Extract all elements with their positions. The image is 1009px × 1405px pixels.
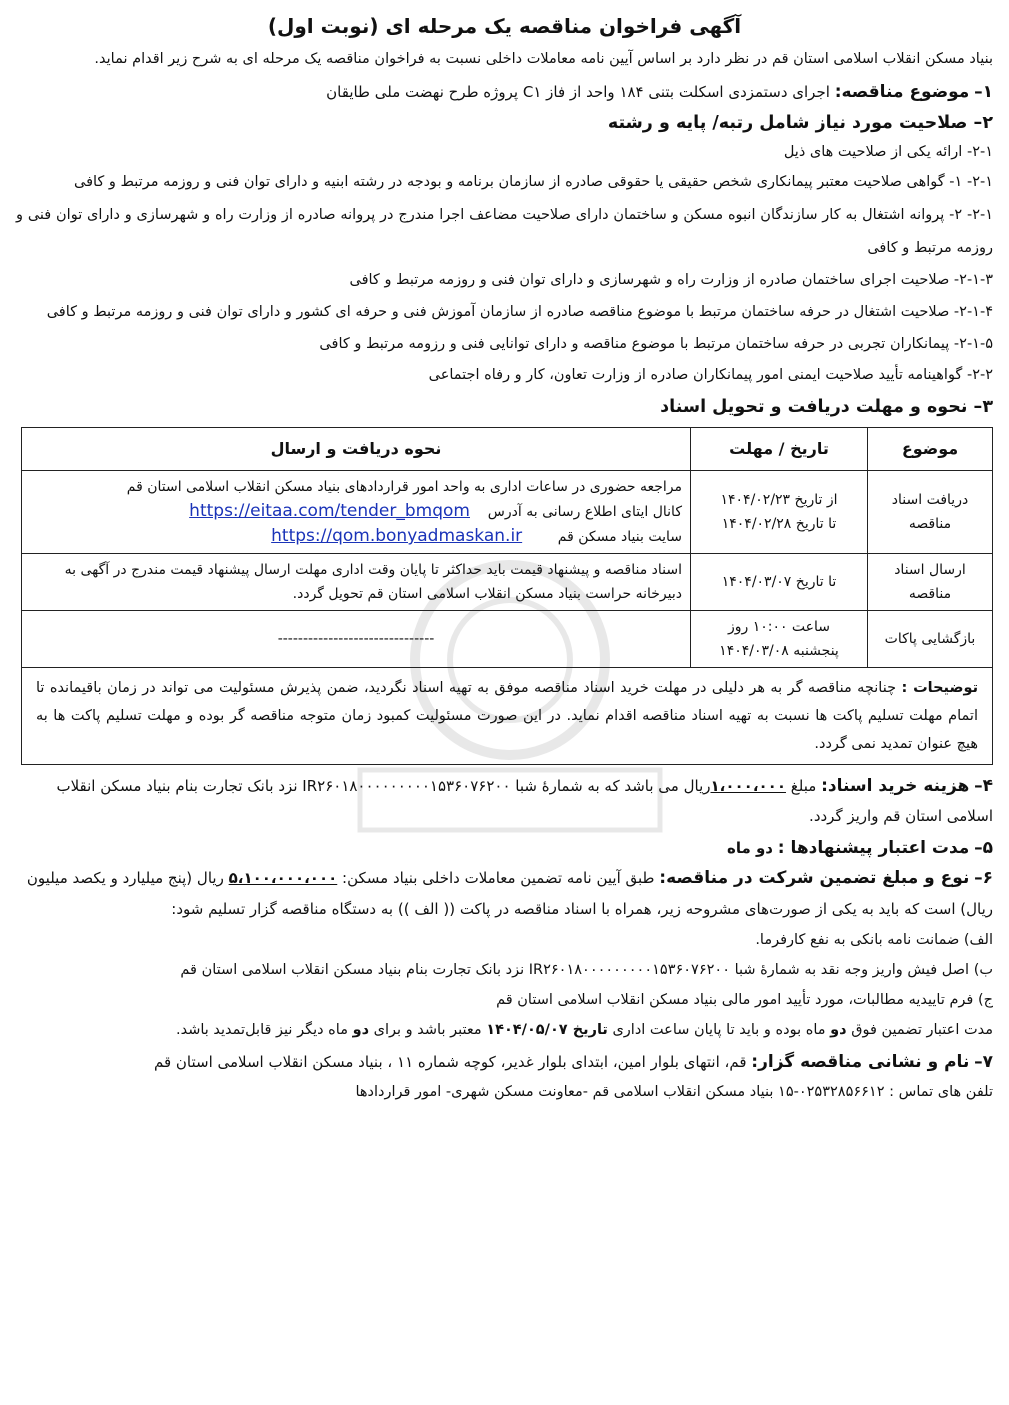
tender-notice	[16, 8, 993, 1107]
section-6-option-a: الف) ضمانت نامه بانکی به نفع کارفرما.	[755, 932, 993, 948]
eitaa-link[interactable]: https://eitaa.com/tender_bmqom	[189, 501, 470, 521]
header-date: تاریخ / مهلت	[691, 428, 868, 471]
option-b-pre: ب) اصل فیش واریز وجه نقد به شمارهٔ شبا	[734, 962, 993, 978]
section-4-pre: مبلغ	[790, 777, 817, 795]
row3-subject: بازگشایی پاکات	[868, 611, 993, 668]
validity-months-2: دو	[352, 1022, 370, 1038]
section-6-option-c: ج) فرم تاییدیه مطالبات، مورد تأیید امور مالی بنیاد مسکن انقلاب اسلامی استان قم	[496, 992, 993, 1008]
item-2-1: ۲-۱- ارائه یکی از صلاحیت های ذیل	[783, 144, 993, 160]
row3-date-day: پنجشنبه ۱۴۰۴/۰۳/۰۸	[719, 643, 839, 659]
table-row	[22, 471, 993, 554]
bonyad-site-link[interactable]: https://qom.bonyadmaskan.ir	[271, 526, 523, 546]
item-2-1-4: ۲-۱-۴- صلاحیت اشتغال در حرفه ساختمان مرتبط با موضوع مناقصه صادره از سازمان آموزش فنی و حرفه ای کشور و دارای توان فنی و روزمه مرتبط و کافی	[46, 304, 993, 320]
page-title: آگهی فراخوان مناقصه یک مرحله ای (نوبت اول)	[267, 14, 742, 38]
option-b-post: نزد بانک تجارت بنام بنیاد مسکن انقلاب اسلامی استان قم	[180, 962, 525, 978]
table-row	[22, 611, 993, 668]
validity-pre: مدت اعتبار تضمین فوق	[851, 1022, 993, 1038]
section-5-heading: مدت اعتبار پیشنهادها :	[777, 838, 970, 858]
validity-post: ماه دیگر نیز قابل‌تمدید باشد.	[175, 1022, 348, 1038]
phone-number: ۱۵-۰۲۵۳۲۸۵۶۶۱۲	[778, 1084, 885, 1100]
row3-date-time: ساعت ۱۰:۰۰ روز	[727, 619, 831, 635]
header-method: نحوه دریافت و ارسال	[22, 428, 691, 471]
section-4-post: نزد بانک تجارت بنام بنیاد مسکن انقلاب اسلامی استان قم واریز گردد.	[56, 777, 993, 825]
schedule-table	[21, 427, 993, 765]
section-7-address: قم، انتهای بلوار امین، ابتدای بلوار غدیر، کوچه شماره ۱۱ ، بنیاد مسکن انقلاب اسلامی استان قم	[153, 1053, 747, 1071]
section-4-amount: ۱،۰۰۰،۰۰۰	[710, 777, 786, 795]
section-2-heading: ۲– صلاحیت مورد نیاز شامل رتبه/ پایه و رشته	[607, 113, 993, 133]
row3-method: -------------------------------	[22, 611, 691, 668]
section-6-option-b	[16, 955, 993, 985]
row1-line1: مراجعه حضوری در ساعات اداری به واحد امور قراردادهای بنیاد مسکن انقلاب اسلامی استان قم	[126, 479, 682, 495]
validity-months-1: دو	[830, 1022, 847, 1038]
section-6-amount: ۵،۱۰۰،۰۰۰،۰۰۰	[228, 869, 338, 887]
validity-mid-1: ماه بوده و باید تا پایان ساعت اداری	[612, 1022, 826, 1038]
row1-date	[691, 471, 868, 554]
section-4-number: ۴–	[974, 776, 993, 796]
section-1	[16, 77, 993, 107]
row1-date-from: از تاریخ ۱۴۰۴/۰۲/۲۳	[720, 492, 838, 508]
section-4-iban: IR۲۶۰۱۸۰۰۰۰۰۰۰۰۰۱۵۳۶۰۷۶۲۰۰	[302, 777, 511, 795]
table-row	[22, 554, 993, 611]
row1-subject: دریافت اسناد مناقصه	[868, 471, 993, 554]
phone-post: بنیاد مسکن انقلاب اسلامی قم -معاونت مسکن شهری- امور قراردادها	[355, 1084, 774, 1100]
item-2-2: ۲-۲- گواهینامه تأیید صلاحیت ایمنی امور پیمانکاران صادره از وزارت تعاون، کار و رفاه اجتماعی	[428, 367, 993, 383]
section-1-heading: موضوع مناقصه:	[834, 82, 970, 102]
section-5	[16, 833, 993, 863]
contact-phones	[16, 1077, 993, 1107]
intro-paragraph: بنیاد مسکن انقلاب اسلامی استان قم در نظر دارد بر اساس آیین نامه معاملات داخلی نسبت به فراخوان مناقصه یک مرحله ای به شرح زیر اقدام نماید.	[94, 51, 993, 67]
section-7-heading: نام و نشانی مناقصه گزار:	[751, 1052, 970, 1072]
item-2-1-2: ۲-۱- ۲- پروانه اشتغال به کار سازندگان انبوه مسکن و ساختمان دارای صلاحیت مضاعف اجرا مندرج در پروانه صادره از وزارت راه و شهرسازی و دارای توان فنی و روزمه مرتبط و کافی	[16, 207, 993, 256]
section-7	[16, 1047, 993, 1077]
row3-date	[691, 611, 868, 668]
section-3-heading: ۳– نحوه و مهلت دریافت و تحویل اسناد	[660, 397, 993, 417]
item-2-1-1: ۲-۱- ۱- گواهی صلاحیت معتبر پیمانکاری شخص حقیقی یا حقوقی صادره از سازمان برنامه و بودجه در رشته ابنیه و دارای توان فنی و روزمه مرتبط و کافی	[73, 174, 993, 190]
section-1-number: ۱–	[974, 82, 993, 102]
row2-subject: ارسال اسناد مناقصه	[868, 554, 993, 611]
section-6-validity	[16, 1015, 993, 1045]
item-2-1-3: ۲-۱-۳- صلاحیت اجرای ساختمان صادره از وزارت راه و شهرسازی و دارای توان فنی و روزمه مرتبط و کافی	[349, 272, 993, 288]
option-b-iban: IR۲۶۰۱۸۰۰۰۰۰۰۰۰۰۱۵۳۶۰۷۶۲۰۰	[528, 962, 730, 978]
section-6-post: ریال (پنج میلیارد و یکصد میلیون ریال) است که باید به یکی از صورت‌های مشروحه زیر، همراه با اسناد مناقصه در پاکت (( الف )) به دستگاه مناقصه گزار تسلیم شود:	[26, 869, 993, 918]
validity-mid-2: معتبر باشد و برای	[373, 1022, 482, 1038]
row1-channel-label: کانال ایتای اطلاع رسانی به آدرس	[487, 504, 682, 520]
notes-cell	[22, 668, 993, 765]
validity-date: تاریخ ۱۴۰۴/۰۵/۰۷	[486, 1022, 608, 1038]
item-2-1-5: ۲-۱-۵- پیمانکاران تجربی در حرفه ساختمان مرتبط با موضوع مناقصه و دارای توانایی فنی و رزومه مرتبط و کافی	[319, 336, 993, 352]
section-6	[16, 863, 993, 925]
row1-site-label: سایت بنیاد مسکن قم	[557, 529, 682, 545]
section-4	[16, 771, 993, 831]
row2-method: اسناد مناقصه و پیشنهاد قیمت باید حداکثر تا پایان وقت اداری مهلت ارسال پیشنهاد قیمت مندرج در آگهی به دبیرخانه حراست بنیاد مسکن انقلاب اسلامی استان قم تحویل گردد.	[22, 554, 691, 611]
notes-label: توضیحات :	[901, 680, 979, 696]
section-1-text: اجرای دستمزدی اسکلت بتنی ۱۸۴ واحد از فاز C۱ پروژه طرح نهضت ملی طایقان	[326, 83, 830, 101]
section-4-heading: هزینه خرید اسناد:	[821, 776, 970, 796]
section-6-pre: طبق آیین نامه تضمین معاملات داخلی بنیاد مسکن:	[342, 869, 655, 887]
section-5-number: ۵–	[974, 838, 993, 858]
row2-date: تا تاریخ ۱۴۰۴/۰۳/۰۷	[691, 554, 868, 611]
section-5-value: دو ماه	[726, 839, 773, 857]
header-subject: موضوع	[868, 428, 993, 471]
phone-label: تلفن های تماس :	[889, 1084, 993, 1100]
section-6-number: ۶–	[974, 868, 993, 888]
notes-row	[22, 668, 993, 765]
table-header-row	[22, 428, 993, 471]
row1-method	[22, 471, 691, 554]
row1-line2	[30, 499, 682, 524]
row1-line3	[30, 524, 682, 549]
row1-date-to: تا تاریخ ۱۴۰۴/۰۲/۲۸	[721, 516, 837, 532]
section-6-heading: نوع و مبلغ تضمین شرکت در مناقصه:	[659, 868, 970, 888]
notes-text: چنانچه مناقصه گر به هر دلیلی در مهلت خرید اسناد مناقصه موفق به تهیه اسناد نگردید، ضمن پذیرش مسئولیت می تواند در زمان باقیمانده تا اتمام مهلت تسلیم پاکت ها نسبت به تهیه اسناد مناقصه اقدام نماید. در این صورت مسئولیت کمبود زمان متوجه مناقصه گر بوده و مهلت تسلیم پاکت ها به هیچ عنوان تمدید نمی گردد.	[36, 680, 978, 752]
section-7-number: ۷–	[974, 1052, 993, 1072]
section-4-mid: ریال می باشد که به شمارهٔ شبا	[515, 777, 711, 795]
